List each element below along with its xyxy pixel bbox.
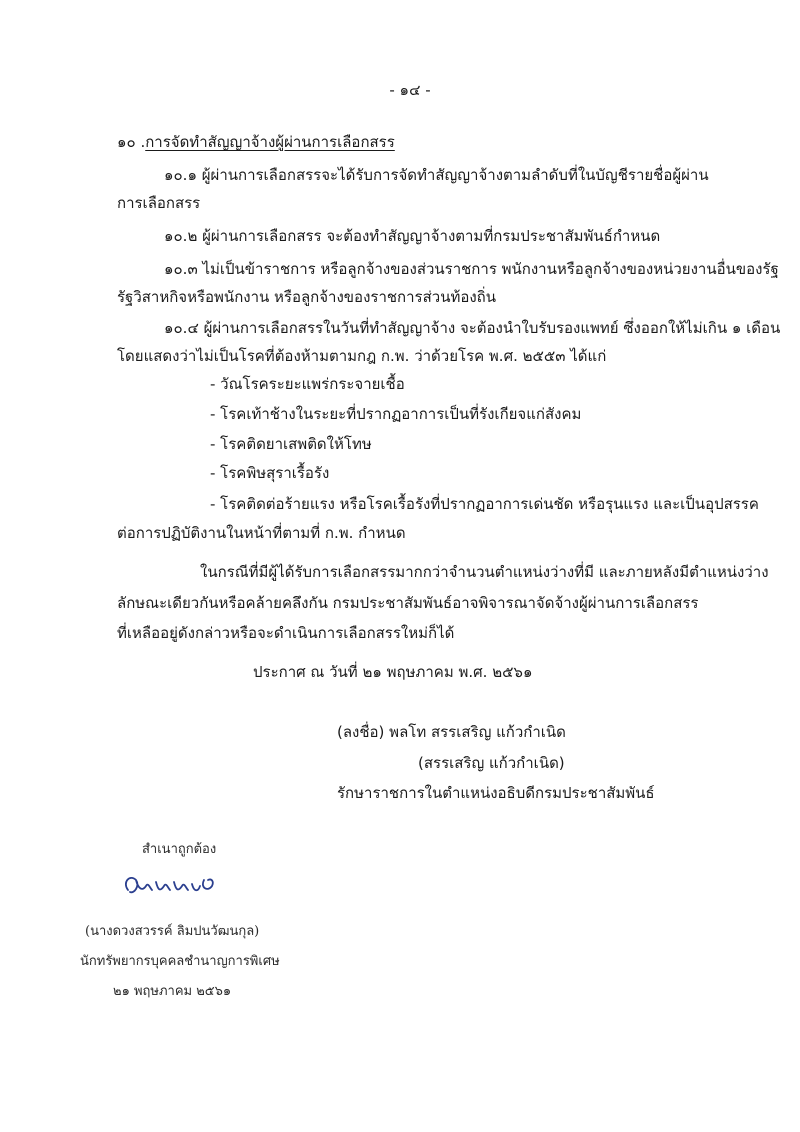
disease-continuation: ต่อการปฏิบัติงานในหน้าที่ตามที่ ก.พ. กำหนด: [117, 524, 406, 542]
announcement-date: ประกาศ ณ วันที่ ๒๑ พฤษภาคม พ.ศ. ๒๕๖๑: [253, 663, 533, 681]
certified-copy-label: สำเนาถูกต้อง: [142, 842, 217, 857]
disease-item-2: - โรคเท้าช้างในระยะที่ปรากฏอาการเป็นที่รังเกียจแก่สังคม: [210, 405, 582, 423]
disease-item-1: - วัณโรคระยะแพร่กระจายเชื้อ: [210, 375, 405, 393]
disease-item-5: - โรคติดต่อร้ายแรง หรือโรคเรื้อรังที่ปรากฏอาการเด่นชัด หรือรุนแรง และเป็นอุปสรรค: [210, 495, 759, 513]
signatory-position: รักษาราชการในตำแหน่งอธิบดีกรมประชาสัมพันธ์: [337, 784, 655, 802]
closing-line-1: ในกรณีที่มีผู้ได้รับการเลือกสรรมากกว่าจำนวนตำแหน่งว่างที่มี และภายหลังมีตำแหน่งว่าง: [200, 563, 769, 581]
paragraph-10-1-line2: การเลือกสรร: [117, 194, 201, 212]
section-title: การจัดทำสัญญาจ้างผู้ผ่านการเลือกสรร: [145, 133, 395, 151]
closing-line-2: ลักษณะเดียวกันหรือคล้ายคลึงกัน กรมประชาสัมพันธ์อาจพิจารณาจัดจ้างผู้ผ่านการเลือกสรร: [117, 594, 699, 612]
disease-item-4: - โรคพิษสุราเรื้อรัง: [210, 464, 330, 482]
paragraph-10-4-line1: ๑๐.๔ ผู้ผ่านการเลือกสรรในวันที่ทำสัญญาจ้าง จะต้องนำใบรับรองแพทย์ ซึ่งออกให้ไม่เกิน ๑ เดือน: [164, 319, 781, 337]
handwritten-signature: [120, 868, 230, 908]
section-number: ๑๐ .: [117, 133, 146, 151]
paragraph-10-2: ๑๐.๒ ผู้ผ่านการเลือกสรร จะต้องทำสัญญาจ้างตามที่กรมประชาสัมพันธ์กำหนด: [164, 227, 661, 245]
disease-item-3: - โรคติดยาเสพติดให้โทษ: [210, 435, 372, 453]
page-number: - ๑๔ -: [389, 81, 431, 99]
certifier-name: (นางดวงสวรรค์ ลิมปนวัฒนกุล): [85, 924, 260, 939]
paragraph-10-3-line1: ๑๐.๓ ไม่เป็นข้าราชการ หรือลูกจ้างของส่วนราชการ พนักงานหรือลูกจ้างของหน่วยงานอื่นของรัฐ: [164, 260, 779, 278]
certifier-title: นักทรัพยากรบุคคลชำนาญการพิเศษ: [80, 954, 280, 969]
paragraph-10-3-line2: รัฐวิสาหกิจหรือพนักงาน หรือลูกจ้างของราชการส่วนท้องถิ่น: [117, 288, 496, 306]
closing-line-3: ที่เหลืออยู่ดังกล่าวหรือจะดำเนินการเลือกสรรใหม่ก็ได้: [117, 624, 455, 642]
paragraph-10-1-line1: ๑๐.๑ ผู้ผ่านการเลือกสรรจะได้รับการจัดทำสัญญาจ้างตามลำดับที่ในบัญชีรายชื่อผู้ผ่าน: [164, 166, 709, 184]
certification-date: ๒๑ พฤษภาคม ๒๕๖๑: [113, 984, 232, 999]
paragraph-10-4-line2: โดยแสดงว่าไม่เป็นโรคที่ต้องห้ามตามกฎ ก.พ. ว่าด้วยโรค พ.ศ. ๒๕๕๓ ได้แก่: [117, 347, 607, 365]
signatory-name: (สรรเสริญ แก้วกำเนิด): [418, 754, 565, 772]
signed-line: (ลงชื่อ) พลโท สรรเสริญ แก้วกำเนิด: [337, 723, 566, 741]
section-heading: [117, 132, 395, 152]
